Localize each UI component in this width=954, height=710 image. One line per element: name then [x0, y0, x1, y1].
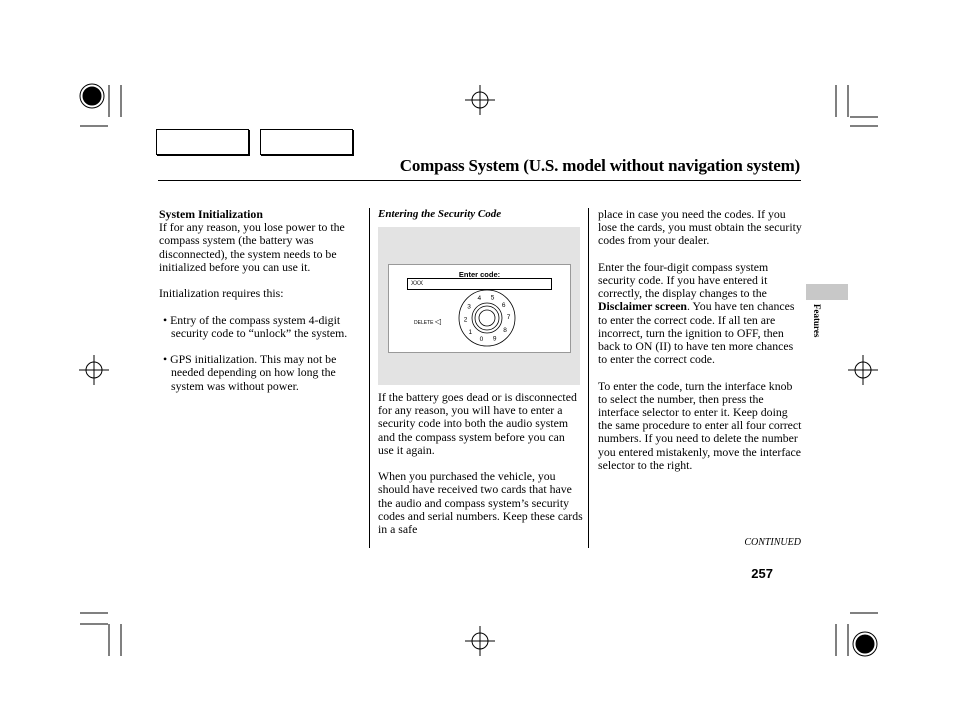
selector-dial [449, 285, 519, 351]
dial-digit: 7 [506, 314, 511, 322]
header-tab-1 [156, 129, 249, 155]
bullet-item: • Entry of the compass system 4-digit security code to “unlock” the system. [163, 312, 348, 340]
column-security-code-text [378, 391, 583, 549]
paragraph: If for any reason, you lose power to the compass system (the battery was disconnected), the system needs to be initialized before you can use it. [159, 220, 345, 274]
column-divider [369, 208, 370, 548]
security-code-figure [378, 227, 580, 385]
section-label: Features [812, 304, 822, 338]
header-tab-2 [260, 129, 353, 155]
dial-digit: 3 [467, 303, 471, 311]
dial-digit: 5 [490, 294, 495, 302]
paragraph: If the battery goes dead or is disconnected for any reason, you will have to enter a security code into both the audio system and the compass system before you can use it again. [378, 390, 577, 457]
paragraph: place in case you need the codes. If you lose the cards, you must obtain the security codes from your dealer. [598, 207, 802, 248]
code-entry-box: XXX [407, 278, 552, 290]
paragraph: Initialization requires this: [159, 286, 284, 301]
paragraph: When you purchased the vehicle, you should have received two cards that have the audio and compass system’s security codes and serial numbers. Keep these cards in a safe [378, 469, 583, 537]
title-rule [158, 180, 801, 181]
column-system-initialization [159, 208, 364, 406]
section-tab [806, 284, 848, 300]
dial-digit: 0 [479, 336, 484, 344]
page-number: 257 [751, 566, 773, 581]
delete-label: DELETE ◁ [414, 317, 441, 326]
figure-caption: Entering the Security Code [378, 208, 502, 220]
display-screen [388, 264, 571, 353]
enter-code-label: Enter code: [458, 270, 501, 279]
dial-digit: 9 [492, 335, 497, 343]
page-title: Compass System (U.S. model without navigation system) [399, 156, 800, 175]
continued-label: CONTINUED [744, 537, 801, 548]
dial-digit: 6 [501, 301, 506, 309]
column-security-code [378, 208, 583, 221]
dial-digit: 4 [477, 295, 482, 303]
dial-digit: 8 [503, 327, 507, 334]
paragraph: To enter the code, turn the interface knob to select the number, then press the interface selector to enter it. Keep doing the same procedure to enter all four correct numbers. If you need to delete the number you entered mistakenly, move the interface selector to the right. [598, 378, 802, 472]
disclaimer-screen-term: Disclaimer screen [598, 299, 687, 314]
section-heading: System Initialization [159, 207, 263, 221]
paragraph: Enter the four-digit compass system security code. If you have entered it correctly, the display changes to the Disclaimer screen. You have ten chances to enter the correct code. If all ten are incorrect, turn the ignition to OFF, then back to ON (II) to have ten more chances to enter the correct code. [598, 259, 795, 367]
dial-digit: 1 [468, 328, 473, 336]
dial-digit: 2 [463, 316, 468, 324]
column-code-entry [598, 208, 803, 485]
column-divider [588, 208, 589, 548]
bullet-item: • GPS initialization. This may not be needed depending on how long the system was without power. [163, 352, 337, 393]
